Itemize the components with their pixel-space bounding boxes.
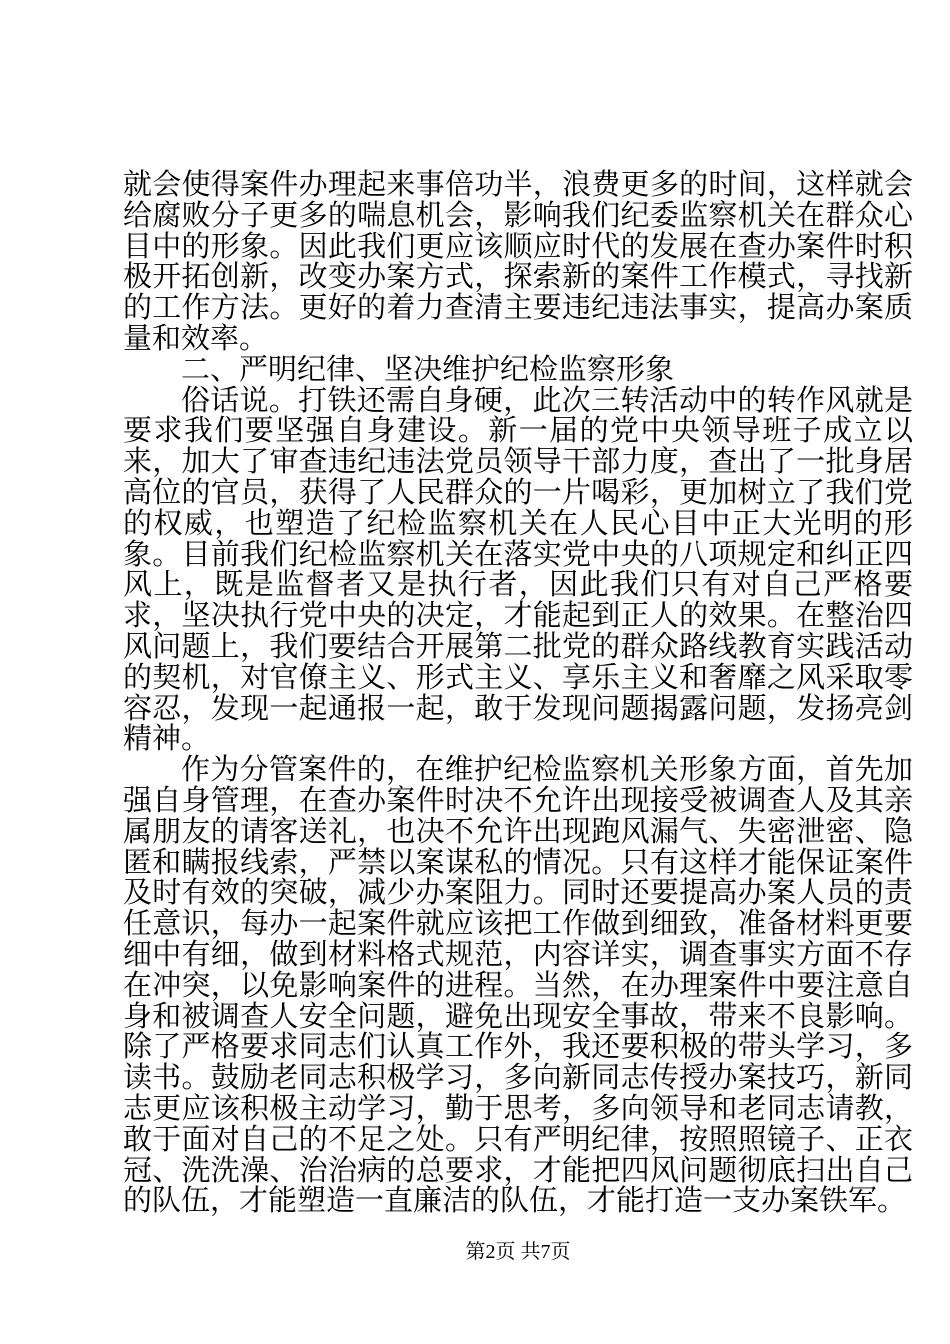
- page-number-indicator: 第2页 共7页: [465, 1241, 571, 1263]
- section-heading: 二、严明纪律、坚决维护纪检监察形象: [181, 353, 675, 386]
- paragraph: 作为分管案件的，在维护纪检监察机关形象方面，首先加强自身管理，在查办案件时决不允许出现接受被调查人及其亲属朋友的请客送礼，也决不允许出现跑风漏气、失密泄密、隐匿和瞒报线索，严禁以案谋私的情况。只有这样才能保证案件及时有效的突破，减少办案阻力。同时还要提高办案人员的责任意识，每办一起案件就应该把工作做到细致，准备材料更要细中有细，做到材料格式规范，内容详实，调查事实方面不存在冲突，以免影响案件的进程。当然，在办理案件中要注意自身和被调查人安全问题，避免出现安全事故，带来不良影响。除了严格要求同志们认真工作外，我还要积极的带头学习，多读书。鼓励老同志积极学习，多向新同志传授办案技巧，新同志更应该积极主动学习，勤于思考，多向领导和老同志请教，敢于面对自己的不足之处。只有严明纪律，按照照镜子、正衣冠、洗洗澡、治治病的总要求，才能把四风问题彻底扫出自己的队伍，才能塑造一直廉洁的队伍，才能打造一支办案铁军。: [123, 754, 913, 1218]
- paragraph: 就会使得案件办理起来事倍功半，浪费更多的时间，这样就会给腐败分子更多的喘息机会，影响我们纪委监察机关在群众心目中的形象。因此我们更应该顺应时代的发展在查办案件时积极开拓创新，改变办案方式，探索新的案件工作模式，寻找新的工作方法。更好的着力查清主要违纪违法事实，提高办案质量和效率。: [123, 169, 913, 355]
- page-footer: [123, 1240, 913, 1264]
- paragraph: 俗话说。打铁还需自身硬，此次三转活动中的转作风就是要求我们要坚强自身建设。新一届的党中央领导班子成立以来，加大了审查违纪违法党员领导干部力度，查出了一批身居高位的官员，获得了人民群众的一片喝彩，更加树立了我们党的权威，也塑造了纪检监察机关在人民心目中正大光明的形象。目前我们纪检监察机关在落实党中央的八项规定和纠正四风上，既是监督者又是执行者，因此我们只有对自己严格要求，坚决执行党中央的决定，才能起到正人的效果。在整治四风问题上，我们要结合开展第二批党的群众路线教育实践活动的契机，对官僚主义、形式主义、享乐主义和奢靡之风采取零容忍，发现一起通报一起，敢于发现问题揭露问题，发扬亮剑精神。: [123, 384, 913, 756]
- document-body: [123, 170, 913, 1217]
